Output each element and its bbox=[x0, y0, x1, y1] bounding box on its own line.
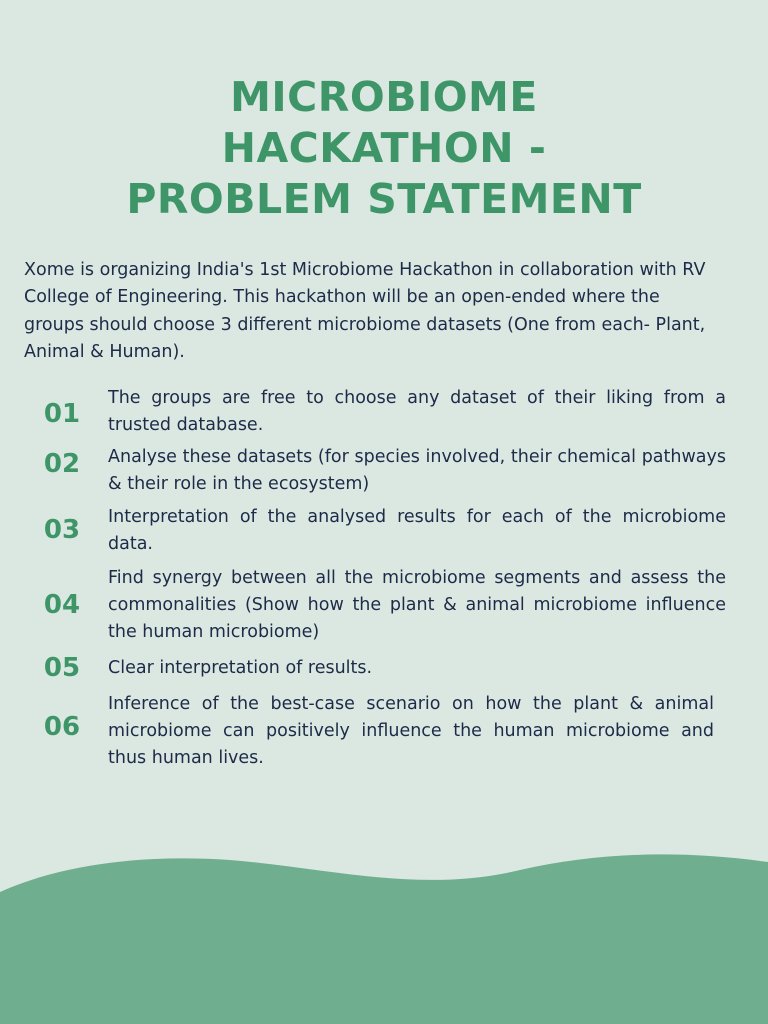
title-line-2: HACKATHON - bbox=[221, 124, 547, 172]
item-number: 04 bbox=[43, 590, 81, 620]
title-line-3: PROBLEM STATEMENT bbox=[126, 175, 642, 223]
item-text: The groups are free to choose any dataset of their liking from a trusted database. bbox=[108, 388, 726, 435]
wave-shape bbox=[0, 854, 768, 1024]
item-text: Inference of the best-case scenario on how the plant & animal microbiome can positively influence the human microbiome and thus human lives. bbox=[108, 694, 714, 768]
item-number: 06 bbox=[43, 712, 81, 742]
item-number: 02 bbox=[43, 449, 81, 479]
title-line-1: MICROBIOME bbox=[230, 73, 538, 121]
item-number: 05 bbox=[43, 653, 81, 683]
item-text: Clear interpretation of results. bbox=[108, 658, 373, 678]
wave-decoration bbox=[0, 840, 768, 1024]
item-text: Analyse these datasets (for species involved, their chemical pathways & their role in the ecosystem) bbox=[108, 447, 726, 494]
item-text: Interpretation of the analysed results for each of the microbiome data. bbox=[108, 507, 726, 554]
item-number: 01 bbox=[43, 399, 81, 429]
item-text: Find synergy between all the microbiome segments and assess the commonalities (Show how the plant & animal microbiome influence the human microbiome) bbox=[108, 568, 726, 642]
page-title bbox=[0, 72, 768, 225]
item-number: 03 bbox=[43, 515, 81, 545]
intro-paragraph: Xome is organizing India's 1st Microbiome Hackathon in collaboration with RV College of Engineering. This hackathon will be an open-ended where the groups should choose 3 different microbiome datasets (One from each- Plant, Animal & Human). bbox=[24, 260, 706, 362]
